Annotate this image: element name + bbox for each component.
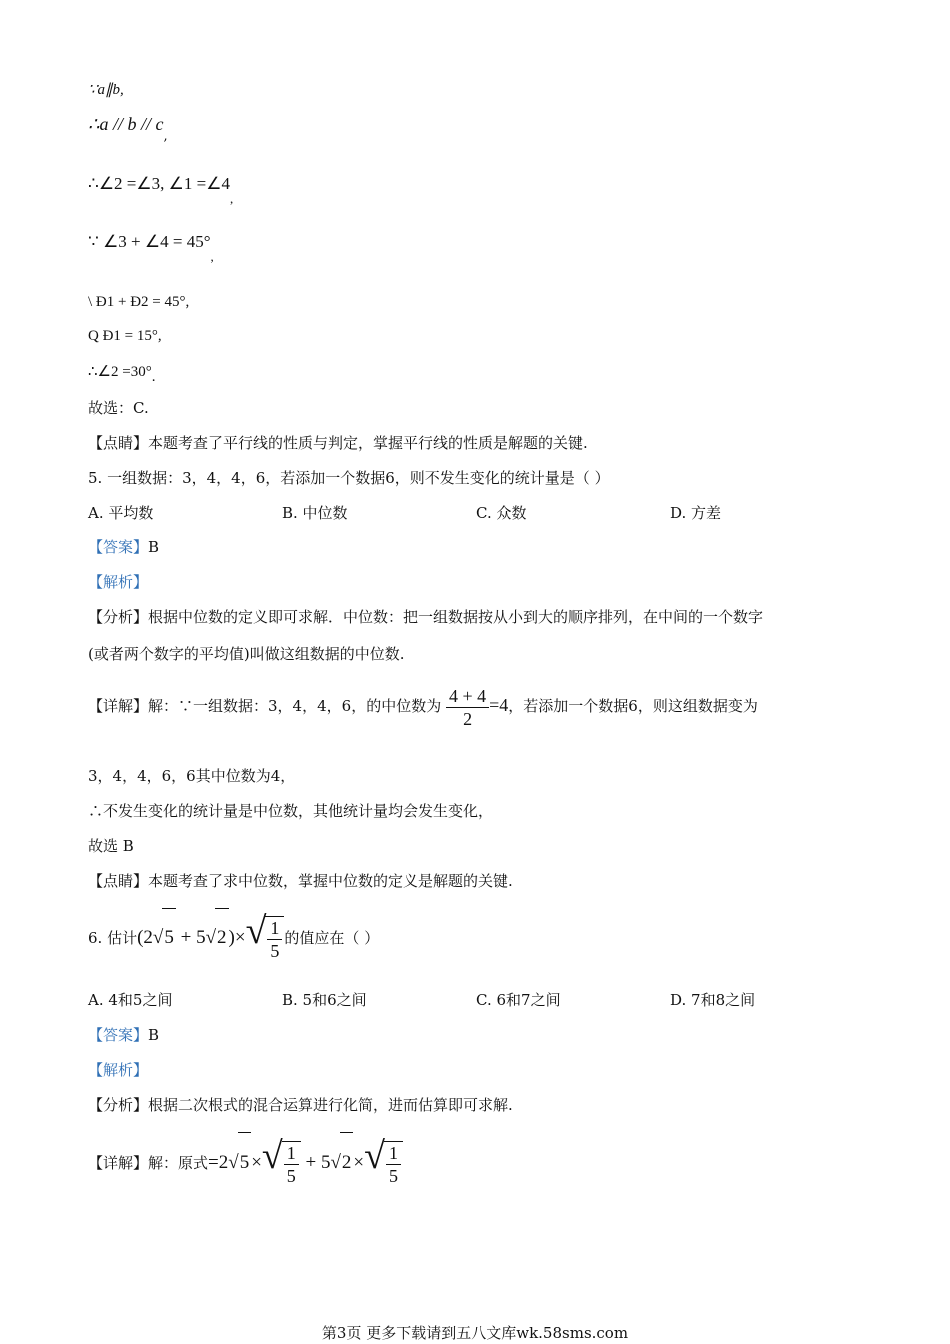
q6-detail-fraction-2-numerator: 1 — [386, 1142, 401, 1165]
proof-line-1: ∵a∥b, — [88, 82, 124, 98]
q5-fenxi-text-1: 根据中位数的定义即可求解．中位数：把一组数据按从小到大的顺序排列，在中间的一个数字 — [148, 608, 764, 626]
q6-option-b: B. 5和6之间 — [282, 991, 367, 1009]
proof-line-7 — [88, 362, 156, 385]
sqrt-icon: √ — [364, 1135, 385, 1177]
q6-detail-times-1: × — [251, 1152, 262, 1173]
q6-detail-expression — [208, 1135, 403, 1186]
q5-answer-tag: 【答案】 — [88, 538, 149, 556]
proof-line-3-comma: , — [229, 191, 234, 206]
sqrt-icon: √ — [261, 1135, 283, 1177]
sqrt-icon: √ — [330, 1152, 341, 1173]
q6-fenxi-tag: 【分析】 — [88, 1096, 149, 1114]
proof-line-2-comma: , — [163, 129, 168, 144]
proof-line-3-text: ∴∠2 =∠3, ∠1 =∠4 — [88, 174, 230, 193]
q6-detail-fraction-2-denominator: 5 — [389, 1165, 398, 1186]
q6-stem-post: 的值应在（ ） — [284, 929, 380, 947]
proof-line-4-comma: , — [210, 249, 214, 264]
q6-detail-times-2: × — [353, 1152, 365, 1173]
q6-fenxi-text: 根据二次根式的混合运算进行化简，进而估算即可求解. — [148, 1096, 513, 1114]
proof-line-2 — [88, 114, 168, 144]
q5-option-b: B. 中位数 — [282, 504, 348, 522]
q6-analysis-tag: 【解析】 — [88, 1061, 149, 1079]
q5-answer-line — [88, 537, 159, 557]
q5-analysis-tag: 【解析】 — [88, 573, 149, 591]
q6-detail-fraction-1-numerator: 1 — [284, 1142, 299, 1165]
q6-sqrt-fraction — [265, 916, 284, 962]
q6-detail-pre: 解：原式 — [148, 1154, 209, 1172]
q6-expression — [137, 910, 284, 961]
sqrt-icon: √ — [228, 1152, 239, 1173]
q6-option-a: A. 4和5之间 — [88, 991, 173, 1009]
choose-line: 故选：C. — [88, 399, 149, 417]
q6-fraction-denominator: 5 — [270, 940, 280, 961]
proof-line-4 — [88, 232, 214, 264]
sqrt-icon: √ — [205, 927, 217, 948]
q5-stem: 5. 一组数据：3，4，4，6，若添加一个数据6，则不发生变化的统计量是（ ） — [88, 469, 610, 487]
q6-fenxi-line — [88, 1095, 513, 1115]
q6-option-c: C. 6和7之间 — [476, 991, 561, 1009]
proof-line-2-text: ∴a // b // c — [88, 114, 164, 134]
q6-answer-tag: 【答案】 — [88, 1026, 149, 1044]
q5-fenxi-tag: 【分析】 — [88, 608, 149, 626]
q6-fraction-numerator: 1 — [267, 917, 282, 940]
q5-answer: B — [148, 538, 160, 556]
q5-detail-post: ，若添加一个数据6，则这组数据变为 — [508, 697, 758, 715]
q5-option-a: A. 平均数 — [88, 504, 154, 522]
note-line-4 — [88, 433, 588, 453]
q6-radicand-2: 2 — [215, 908, 229, 967]
q5-fraction-result: =4 — [489, 695, 509, 715]
q5-detail-pre: 解：∵一组数据：3，4，4，6，的中位数为 — [148, 697, 442, 715]
q6-expr-part-b: + 5 — [175, 927, 206, 948]
q6-stem-pre: 6. 估计 — [88, 929, 138, 947]
q6-detail-line — [88, 1126, 403, 1193]
q6-detail-sqrt-fraction-2 — [384, 1141, 403, 1187]
proof-line-7-dot: . — [151, 369, 156, 385]
note-text: 本题考查了平行线的性质与判定，掌握平行线的性质是解题的关键. — [148, 434, 588, 452]
q5-detail-line-1 — [88, 678, 758, 733]
q5-option-d: D. 方差 — [670, 504, 722, 522]
proof-line-4-text: ∵ ∠3 + ∠4 = 45° — [88, 232, 211, 251]
q6-detail-radicand-5: 5 — [238, 1132, 252, 1193]
q6-detail-sqrt-fraction-1 — [282, 1141, 301, 1187]
q6-option-d: D. 7和8之间 — [670, 991, 756, 1009]
q6-detail-eq: =2 — [208, 1152, 229, 1173]
q5-detail-line-4: 故选 B — [88, 837, 134, 855]
q5-fraction-numerator: 4 + 4 — [446, 685, 489, 708]
q6-answer-line — [88, 1025, 159, 1045]
proof-line-7-text: ∴∠2 =30° — [88, 364, 152, 380]
q5-detail-line-3: ∴不发生变化的统计量是中位数，其他统计量均会发生变化， — [88, 802, 494, 820]
q5-detail-tag: 【详解】 — [88, 697, 149, 715]
q5-detail-line-2: 3，4，4，6，6其中位数为4， — [88, 767, 296, 785]
proof-line-6: Q Ð1 = 15°, — [88, 328, 162, 344]
q6-detail-radicand-2: 2 — [340, 1132, 354, 1193]
q5-note-line — [88, 871, 513, 891]
page-footer: 第3页 更多下载请到五八文库wk.58sms.com — [321, 1324, 629, 1342]
q5-note-text: 本题考查了求中位数，掌握中位数的定义是解题的关键. — [148, 872, 513, 890]
q6-answer: B — [148, 1026, 160, 1044]
q6-radicand-5: 5 — [162, 908, 176, 967]
q6-detail-plus: + 5 — [300, 1152, 331, 1173]
q5-note-tag: 【点睛】 — [88, 872, 149, 890]
q6-expr-part-a: (2 — [137, 927, 153, 948]
q6-detail-fraction-1-denominator: 5 — [286, 1165, 296, 1186]
q5-option-c: C. 众数 — [476, 504, 527, 522]
q5-fenxi-line-2: (或者两个数字的平均值)叫做这组数据的中位数. — [88, 645, 405, 663]
sqrt-icon: √ — [245, 910, 267, 952]
proof-line-3 — [88, 174, 234, 206]
note-tag: 【点睛】 — [88, 434, 149, 452]
q5-fraction-denominator: 2 — [463, 708, 473, 729]
proof-line-5: \ Ð1 + Ð2 = 45°, — [88, 294, 190, 310]
q5-fenxi-line-1 — [88, 607, 763, 627]
q6-detail-tag: 【详解】 — [88, 1154, 149, 1172]
q5-fraction — [446, 685, 489, 730]
q6-expr-part-c: )× — [228, 927, 246, 948]
q6-stem — [88, 902, 379, 967]
sqrt-icon: √ — [152, 927, 164, 948]
